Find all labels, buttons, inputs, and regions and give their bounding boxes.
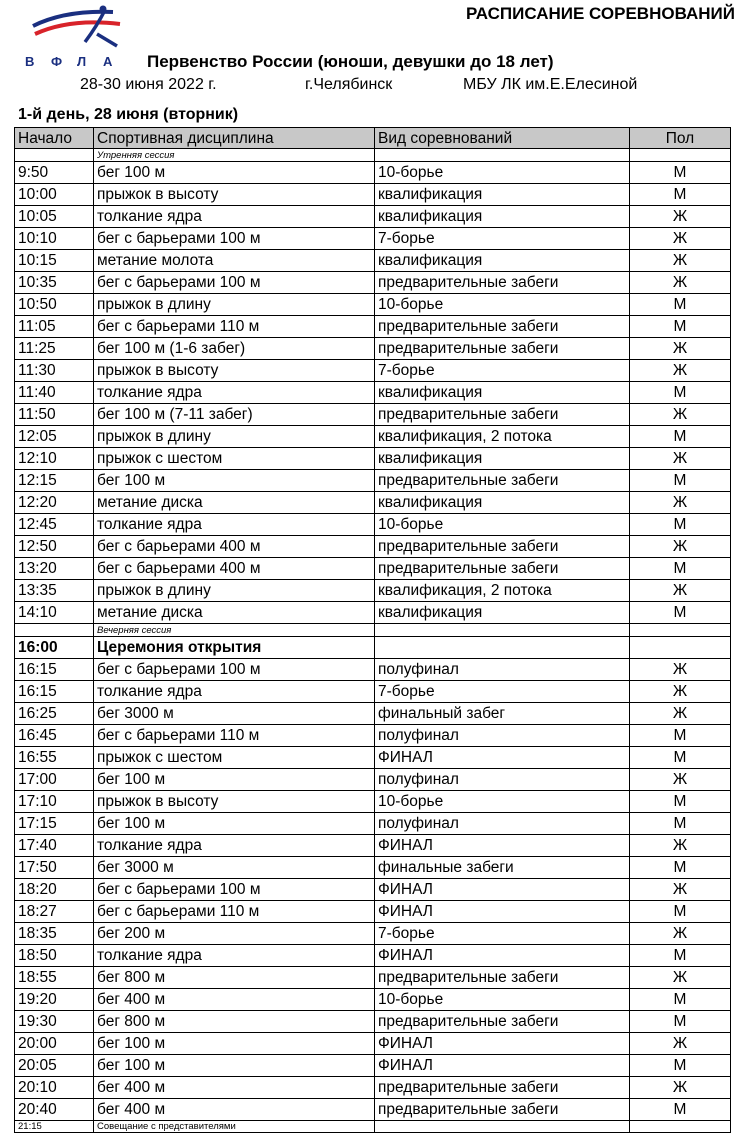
cell-discipline: бег с барьерами 400 м bbox=[94, 558, 375, 580]
cell-start: 21:15 bbox=[15, 1121, 94, 1133]
table-row bbox=[15, 558, 731, 580]
cell-discipline: бег с барьерами 100 м bbox=[94, 879, 375, 901]
cell-type: ФИНАЛ bbox=[375, 747, 630, 769]
cell-type: 7-борье bbox=[375, 923, 630, 945]
cell-type: предварительные забеги bbox=[375, 1011, 630, 1033]
cell-sex: М bbox=[630, 725, 731, 747]
table-row bbox=[15, 162, 731, 184]
cell-discipline: Вечерняя сессия bbox=[94, 624, 375, 637]
cell-sex: М bbox=[630, 901, 731, 923]
table-row bbox=[15, 272, 731, 294]
cell-discipline: бег с барьерами 100 м bbox=[94, 272, 375, 294]
cell-sex: Ж bbox=[630, 228, 731, 250]
table-row bbox=[15, 923, 731, 945]
cell-sex: Ж bbox=[630, 1077, 731, 1099]
cell-type: предварительные забеги bbox=[375, 558, 630, 580]
cell-sex: М bbox=[630, 945, 731, 967]
cell-discipline: бег 3000 м bbox=[94, 857, 375, 879]
cell-start: 20:05 bbox=[15, 1055, 94, 1077]
table-row bbox=[15, 989, 731, 1011]
cell-discipline: метание молота bbox=[94, 250, 375, 272]
table-row bbox=[15, 580, 731, 602]
table-row bbox=[15, 536, 731, 558]
cell-type: полуфинал bbox=[375, 659, 630, 681]
cell-start: 10:35 bbox=[15, 272, 94, 294]
cell-start: 18:20 bbox=[15, 879, 94, 901]
cell-start: 18:27 bbox=[15, 901, 94, 923]
cell-type: полуфинал bbox=[375, 769, 630, 791]
table-row bbox=[15, 184, 731, 206]
cell-type: полуфинал bbox=[375, 813, 630, 835]
cell-sex: Ж bbox=[630, 967, 731, 989]
cell-discipline: бег 100 м bbox=[94, 470, 375, 492]
cell-sex: М bbox=[630, 1055, 731, 1077]
cell-start: 13:20 bbox=[15, 558, 94, 580]
cell-type: финальные забеги bbox=[375, 857, 630, 879]
cell-sex: Ж bbox=[630, 492, 731, 514]
table-row bbox=[15, 360, 731, 382]
table-row bbox=[15, 901, 731, 923]
cell-sex: М bbox=[630, 813, 731, 835]
column-header-discipline: Спортивная дисциплина bbox=[94, 128, 375, 149]
cell-sex: М bbox=[630, 316, 731, 338]
cell-start: 10:05 bbox=[15, 206, 94, 228]
logo-letter: Л bbox=[77, 54, 87, 69]
cell-type bbox=[375, 1121, 630, 1133]
cell-sex: Ж bbox=[630, 835, 731, 857]
cell-sex: М bbox=[630, 294, 731, 316]
cell-start: 20:40 bbox=[15, 1099, 94, 1121]
cell-discipline: бег 100 м (7-11 забег) bbox=[94, 404, 375, 426]
table-row bbox=[15, 316, 731, 338]
cell-type: квалификация bbox=[375, 184, 630, 206]
cell-type: квалификация bbox=[375, 382, 630, 404]
cell-start: 12:10 bbox=[15, 448, 94, 470]
cell-sex: Ж bbox=[630, 580, 731, 602]
cell-discipline: толкание ядра bbox=[94, 382, 375, 404]
table-row bbox=[15, 967, 731, 989]
cell-sex bbox=[630, 624, 731, 637]
cell-type: предварительные забеги bbox=[375, 338, 630, 360]
cell-sex: Ж bbox=[630, 681, 731, 703]
cell-type: предварительные забеги bbox=[375, 404, 630, 426]
table-row bbox=[15, 206, 731, 228]
cell-type bbox=[375, 624, 630, 637]
logo-letter: Ф bbox=[51, 54, 63, 69]
cell-discipline: бег 100 м bbox=[94, 769, 375, 791]
cell-start: 10:10 bbox=[15, 228, 94, 250]
cell-sex: М bbox=[630, 426, 731, 448]
cell-discipline: бег 100 м bbox=[94, 1033, 375, 1055]
cell-sex bbox=[630, 637, 731, 659]
cell-discipline: прыжок с шестом bbox=[94, 448, 375, 470]
cell-discipline: толкание ядра bbox=[94, 835, 375, 857]
cell-discipline: толкание ядра bbox=[94, 206, 375, 228]
table-row bbox=[15, 1011, 731, 1033]
cell-type bbox=[375, 149, 630, 162]
cell-discipline: бег 200 м bbox=[94, 923, 375, 945]
cell-discipline: бег 3000 м bbox=[94, 703, 375, 725]
logo-letter: В bbox=[25, 54, 35, 69]
cell-sex: М bbox=[630, 162, 731, 184]
cell-sex: Ж bbox=[630, 404, 731, 426]
cell-type: ФИНАЛ bbox=[375, 1033, 630, 1055]
cell-type: ФИНАЛ bbox=[375, 945, 630, 967]
cell-sex: М bbox=[630, 747, 731, 769]
cell-start: 12:45 bbox=[15, 514, 94, 536]
cell-start: 10:00 bbox=[15, 184, 94, 206]
cell-sex: М bbox=[630, 1011, 731, 1033]
cell-discipline: толкание ядра bbox=[94, 945, 375, 967]
cell-start: 11:25 bbox=[15, 338, 94, 360]
cell-type: квалификация, 2 потока bbox=[375, 426, 630, 448]
cell-discipline: бег 400 м bbox=[94, 989, 375, 1011]
cell-start: 16:25 bbox=[15, 703, 94, 725]
cell-start: 18:55 bbox=[15, 967, 94, 989]
cell-type: предварительные забеги bbox=[375, 316, 630, 338]
cell-discipline: бег с барьерами 400 м bbox=[94, 536, 375, 558]
table-row bbox=[15, 250, 731, 272]
cell-type: полуфинал bbox=[375, 725, 630, 747]
table-row bbox=[15, 404, 731, 426]
cell-start: 9:50 bbox=[15, 162, 94, 184]
table-row bbox=[15, 1055, 731, 1077]
table-row bbox=[15, 448, 731, 470]
cell-type: квалификация bbox=[375, 250, 630, 272]
table-row bbox=[15, 813, 731, 835]
cell-sex: Ж bbox=[630, 659, 731, 681]
cell-start: 11:30 bbox=[15, 360, 94, 382]
cell-type: квалификация bbox=[375, 492, 630, 514]
cell-type: предварительные забеги bbox=[375, 967, 630, 989]
table-row bbox=[15, 602, 731, 624]
cell-start: 19:30 bbox=[15, 1011, 94, 1033]
table-row bbox=[15, 835, 731, 857]
cell-discipline: прыжок в высоту bbox=[94, 791, 375, 813]
cell-discipline: прыжок в высоту bbox=[94, 360, 375, 382]
table-row bbox=[15, 725, 731, 747]
cell-type: 7-борье bbox=[375, 360, 630, 382]
cell-start: 14:10 bbox=[15, 602, 94, 624]
cell-sex: М bbox=[630, 382, 731, 404]
table-row bbox=[15, 637, 731, 659]
table-row bbox=[15, 747, 731, 769]
cell-sex: Ж bbox=[630, 338, 731, 360]
cell-discipline: Церемония открытия bbox=[94, 637, 375, 659]
cell-discipline: метание диска bbox=[94, 602, 375, 624]
cell-start: 12:05 bbox=[15, 426, 94, 448]
cell-start: 18:50 bbox=[15, 945, 94, 967]
cell-start: 12:20 bbox=[15, 492, 94, 514]
column-header-type: Вид соревнований bbox=[375, 128, 630, 149]
cell-discipline: бег 100 м bbox=[94, 1055, 375, 1077]
cell-sex: Ж bbox=[630, 703, 731, 725]
table-row bbox=[15, 149, 731, 162]
cell-discipline: бег 400 м bbox=[94, 1077, 375, 1099]
logo-letter: А bbox=[103, 54, 113, 69]
cell-type: ФИНАЛ bbox=[375, 835, 630, 857]
cell-start bbox=[15, 149, 94, 162]
cell-start bbox=[15, 624, 94, 637]
cell-start: 11:40 bbox=[15, 382, 94, 404]
table-row bbox=[15, 382, 731, 404]
cell-discipline: бег с барьерами 100 м bbox=[94, 659, 375, 681]
table-row bbox=[15, 294, 731, 316]
cell-type: 7-борье bbox=[375, 228, 630, 250]
cell-type: 10-борье bbox=[375, 294, 630, 316]
table-row bbox=[15, 1033, 731, 1055]
cell-start: 20:00 bbox=[15, 1033, 94, 1055]
cell-sex: Ж bbox=[630, 1033, 731, 1055]
cell-start: 11:05 bbox=[15, 316, 94, 338]
cell-sex: Ж bbox=[630, 923, 731, 945]
cell-type: ФИНАЛ bbox=[375, 901, 630, 923]
cell-sex: М bbox=[630, 470, 731, 492]
cell-sex: Ж bbox=[630, 448, 731, 470]
cell-sex: М bbox=[630, 514, 731, 536]
cell-type: квалификация bbox=[375, 448, 630, 470]
cell-start: 10:15 bbox=[15, 250, 94, 272]
cell-type: предварительные забеги bbox=[375, 470, 630, 492]
column-header-sex: Пол bbox=[630, 128, 731, 149]
cell-sex: М bbox=[630, 989, 731, 1011]
table-row bbox=[15, 338, 731, 360]
cell-discipline: бег 100 м bbox=[94, 813, 375, 835]
cell-sex: М bbox=[630, 791, 731, 813]
cell-discipline: бег 100 м bbox=[94, 162, 375, 184]
cell-start: 20:10 bbox=[15, 1077, 94, 1099]
cell-sex: М bbox=[630, 857, 731, 879]
cell-type: 10-борье bbox=[375, 162, 630, 184]
cell-discipline: прыжок в длину bbox=[94, 426, 375, 448]
cell-type: квалификация bbox=[375, 206, 630, 228]
cell-discipline: прыжок в длину bbox=[94, 580, 375, 602]
cell-discipline: Утренняя сессия bbox=[94, 149, 375, 162]
cell-start: 17:10 bbox=[15, 791, 94, 813]
cell-discipline: бег с барьерами 110 м bbox=[94, 316, 375, 338]
cell-discipline: бег с барьерами 110 м bbox=[94, 901, 375, 923]
event-city: г.Челябинск bbox=[305, 76, 393, 93]
cell-discipline: метание диска bbox=[94, 492, 375, 514]
cell-sex: М bbox=[630, 602, 731, 624]
cell-sex: М bbox=[630, 1099, 731, 1121]
cell-discipline: бег 800 м bbox=[94, 1011, 375, 1033]
cell-discipline: прыжок с шестом bbox=[94, 747, 375, 769]
day-heading: 1-й день, 28 июня (вторник) bbox=[18, 106, 239, 123]
event-venue: МБУ ЛК им.Е.Елесиной bbox=[463, 76, 638, 93]
table-row bbox=[15, 791, 731, 813]
table-row bbox=[15, 659, 731, 681]
cell-discipline: бег с барьерами 100 м bbox=[94, 228, 375, 250]
cell-type: предварительные забеги bbox=[375, 1099, 630, 1121]
cell-discipline: прыжок в длину bbox=[94, 294, 375, 316]
table-row bbox=[15, 426, 731, 448]
cell-start: 10:50 bbox=[15, 294, 94, 316]
cell-discipline: бег 100 м (1-6 забег) bbox=[94, 338, 375, 360]
cell-type bbox=[375, 637, 630, 659]
cell-type: ФИНАЛ bbox=[375, 1055, 630, 1077]
cell-type: предварительные забеги bbox=[375, 272, 630, 294]
cell-type: квалификация bbox=[375, 602, 630, 624]
logo-letters bbox=[25, 54, 135, 69]
cell-start: 17:15 bbox=[15, 813, 94, 835]
cell-type: 10-борье bbox=[375, 514, 630, 536]
table-row bbox=[15, 1077, 731, 1099]
cell-start: 16:45 bbox=[15, 725, 94, 747]
table-row bbox=[15, 769, 731, 791]
cell-start: 17:50 bbox=[15, 857, 94, 879]
table-row bbox=[15, 624, 731, 637]
cell-start: 16:00 bbox=[15, 637, 94, 659]
cell-sex bbox=[630, 1121, 731, 1133]
document-title: РАСПИСАНИЕ СОРЕВНОВАНИЙ bbox=[465, 4, 735, 23]
cell-type: ФИНАЛ bbox=[375, 879, 630, 901]
cell-discipline: толкание ядра bbox=[94, 514, 375, 536]
cell-sex: Ж bbox=[630, 536, 731, 558]
event-dates: 28-30 июня 2022 г. bbox=[80, 76, 217, 93]
table-row bbox=[15, 1099, 731, 1121]
table-row bbox=[15, 857, 731, 879]
cell-type: финальный забег bbox=[375, 703, 630, 725]
cell-sex: Ж bbox=[630, 250, 731, 272]
cell-start: 16:55 bbox=[15, 747, 94, 769]
cell-sex: Ж bbox=[630, 360, 731, 382]
cell-start: 18:35 bbox=[15, 923, 94, 945]
table-row bbox=[15, 514, 731, 536]
athlete-logo-icon bbox=[25, 4, 135, 54]
table-row bbox=[15, 879, 731, 901]
cell-start: 11:50 bbox=[15, 404, 94, 426]
column-header-start: Начало bbox=[15, 128, 94, 149]
cell-start: 16:15 bbox=[15, 659, 94, 681]
table-header-row bbox=[15, 128, 731, 149]
cell-type: предварительные забеги bbox=[375, 536, 630, 558]
cell-sex bbox=[630, 149, 731, 162]
cell-discipline: Совещание с представителями bbox=[94, 1121, 375, 1133]
cell-start: 13:35 bbox=[15, 580, 94, 602]
cell-type: квалификация, 2 потока bbox=[375, 580, 630, 602]
table-row bbox=[15, 681, 731, 703]
table-row bbox=[15, 703, 731, 725]
cell-start: 12:15 bbox=[15, 470, 94, 492]
table-row bbox=[15, 228, 731, 250]
cell-sex: Ж bbox=[630, 272, 731, 294]
cell-discipline: бег 400 м bbox=[94, 1099, 375, 1121]
cell-type: 7-борье bbox=[375, 681, 630, 703]
cell-sex: Ж bbox=[630, 206, 731, 228]
cell-type: 10-борье bbox=[375, 989, 630, 1011]
cell-type: 10-борье bbox=[375, 791, 630, 813]
cell-discipline: бег с барьерами 110 м bbox=[94, 725, 375, 747]
cell-start: 17:00 bbox=[15, 769, 94, 791]
cell-sex: М bbox=[630, 558, 731, 580]
cell-start: 12:50 bbox=[15, 536, 94, 558]
table-row bbox=[15, 945, 731, 967]
cell-sex: Ж bbox=[630, 769, 731, 791]
cell-type: предварительные забеги bbox=[375, 1077, 630, 1099]
schedule-table bbox=[14, 127, 731, 1133]
cell-start: 19:20 bbox=[15, 989, 94, 1011]
cell-discipline: толкание ядра bbox=[94, 681, 375, 703]
event-title: Первенство России (юноши, девушки до 18 лет) bbox=[147, 52, 554, 71]
cell-sex: Ж bbox=[630, 879, 731, 901]
cell-sex: М bbox=[630, 184, 731, 206]
cell-start: 17:40 bbox=[15, 835, 94, 857]
cell-discipline: бег 800 м bbox=[94, 967, 375, 989]
table-row bbox=[15, 492, 731, 514]
vfla-logo bbox=[25, 4, 135, 74]
table-row bbox=[15, 470, 731, 492]
table-row bbox=[15, 1121, 731, 1133]
cell-discipline: прыжок в высоту bbox=[94, 184, 375, 206]
cell-start: 16:15 bbox=[15, 681, 94, 703]
